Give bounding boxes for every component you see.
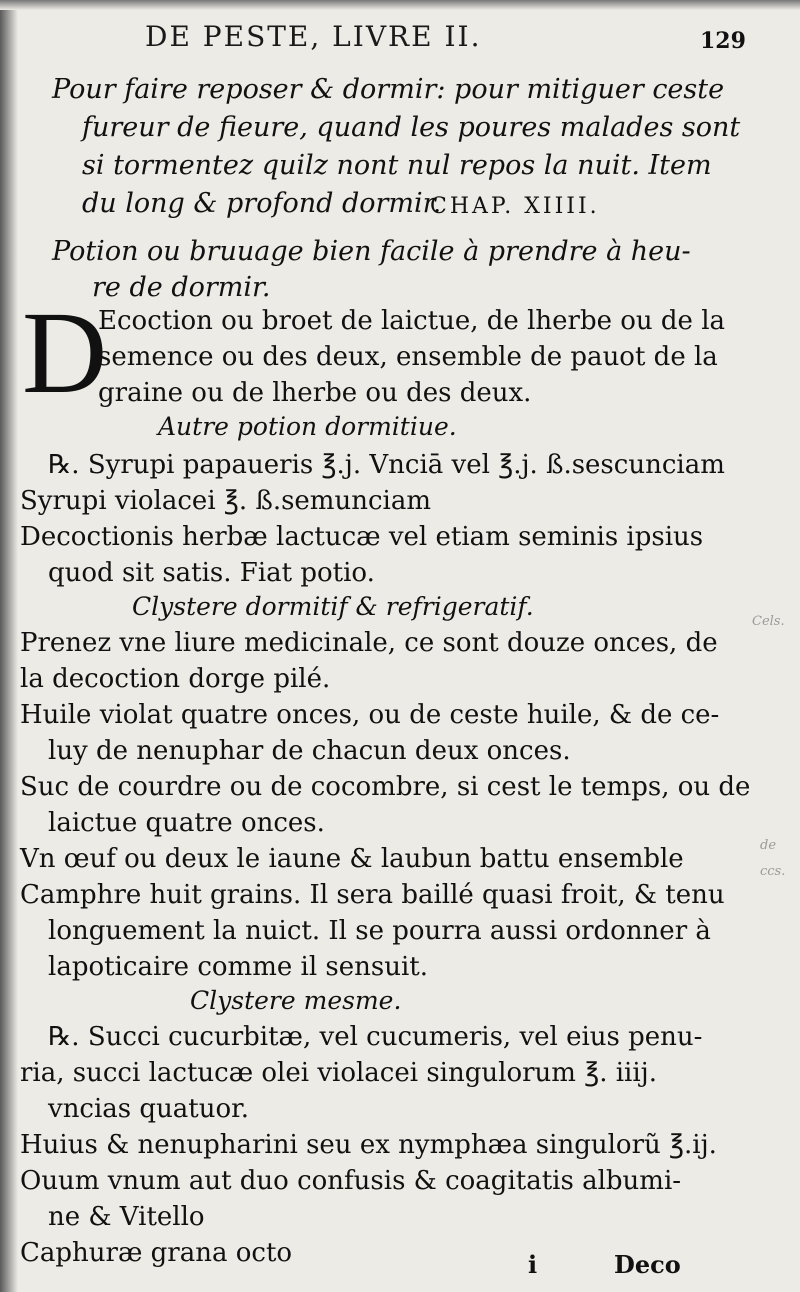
recipe2-line-2: ria, succi lactucæ olei violacei singulorum ℥. iiij. (20, 1058, 658, 1088)
page-top-shadow (0, 0, 800, 10)
margin-note-1: Cels. (752, 614, 785, 629)
catchword: Deco (614, 1250, 681, 1279)
recipe1-line-4: quod sit satis. Fiat potio. (48, 558, 375, 588)
recipe1-line-1: ℞. Syrupi papaueris ℥.j. Vnciā vel ℥.j. ß.sescunciam (48, 450, 725, 480)
chapter-title-line-3: si tormentez quilz nont nul repos la nuit. Item (82, 150, 712, 181)
subtitle-line-2: re de dormir. (92, 272, 271, 303)
para1-line-1: Ecoction ou broet de laictue, de lherbe ou de la (98, 306, 726, 336)
recipe2-line-4: Huius & nenupharini seu ex nymphæa singulorũ ℥.ij. (20, 1130, 717, 1160)
chapter-title-line-1: Pour faire reposer & dormir: pour mitiguer ceste (52, 74, 725, 105)
recipe2-line-5: Ouum vnum aut duo confusis & coagitatis albumi- (20, 1166, 682, 1196)
page-gutter-shadow (0, 0, 18, 1292)
french-line-6: laictue quatre onces. (48, 808, 325, 838)
recipe1-line-3: Decoctionis herbæ lactucæ vel etiam seminis ipsius (20, 522, 704, 552)
french-line-7: Vn œuf ou deux le iaune & laubun battu ensemble (20, 844, 684, 874)
french-line-9: longuement la nuict. Il se pourra aussi ordonner à (48, 916, 711, 946)
french-line-8: Camphre huit grains. Il sera baillé quasi froit, & tenu (20, 880, 725, 910)
margin-note-2: de (760, 838, 777, 853)
subtitle-line-1: Potion ou bruuage bien facile à prendre à heu- (52, 236, 691, 267)
running-title: DE PESTE, LIVRE II. (145, 20, 482, 53)
heading-autre-potion: Autre potion dormitiue. (158, 412, 457, 441)
drop-capital: D (22, 287, 108, 418)
margin-note-3: ccs. (760, 864, 786, 879)
french-line-10: lapoticaire comme il sensuit. (48, 952, 428, 982)
signature-mark: i (528, 1250, 538, 1279)
french-line-4: luy de nenuphar de chacun deux onces. (48, 736, 571, 766)
recipe2-line-3: vncias quatuor. (48, 1094, 249, 1124)
heading-clystere-mesme: Clystere mesme. (190, 986, 402, 1015)
french-line-1: Prenez vne liure medicinale, ce sont douze onces, de (20, 628, 718, 658)
page-number: 129 (700, 28, 746, 54)
heading-clystere-dormitif: Clystere dormitif & refrigeratif. (132, 592, 534, 621)
recipe2-line-6: ne & Vitello (48, 1202, 205, 1232)
para1-line-2: semence ou des deux, ensemble de pauot de la (98, 342, 718, 372)
french-line-3: Huile violat quatre onces, ou de ceste huile, & de ce- (20, 700, 720, 730)
recipe2-line-7: Caphuræ grana octo (20, 1238, 293, 1268)
french-line-2: la decoction dorge pilé. (20, 664, 331, 694)
recipe2-line-1: ℞. Succi cucurbitæ, vel cucumeris, vel eius penu- (48, 1022, 703, 1052)
chapter-title-line-4: du long & profond dormir. (82, 188, 442, 219)
chapter-title-line-2: fureur de fieure, quand les poures malades sont (82, 112, 741, 143)
recipe1-line-2: Syrupi violacei ℥. ß.semunciam (20, 486, 431, 516)
chapter-number: CHAP. XIIII. (430, 194, 600, 219)
para1-line-3: graine ou de lherbe ou des deux. (98, 378, 532, 408)
french-line-5: Suc de courdre ou de cocombre, si cest le temps, ou de (20, 772, 751, 802)
